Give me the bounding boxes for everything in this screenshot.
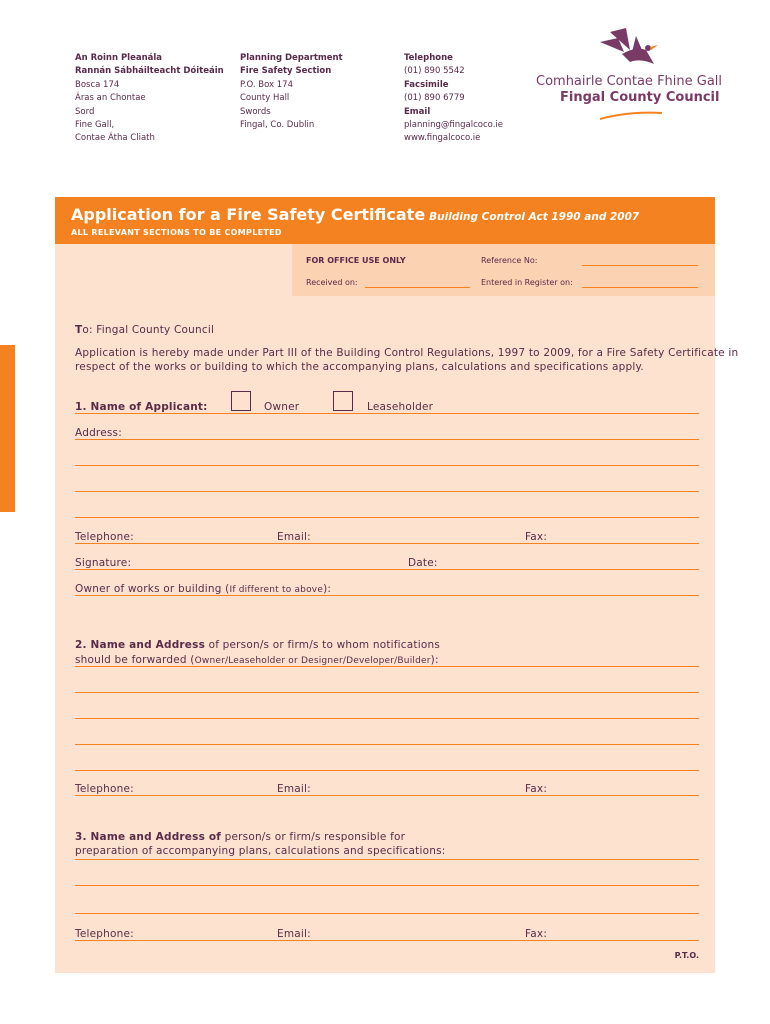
- facsimile-number: (01) 890 6779: [404, 93, 465, 104]
- s3-field-line[interactable]: [75, 913, 699, 914]
- section2-line2-end: ):: [430, 654, 439, 666]
- signature-field[interactable]: [75, 569, 699, 570]
- owner-label: Owner: [264, 401, 300, 413]
- form-subtitle: Building Control Act 1990 and 2007: [429, 211, 640, 223]
- form-banner: [55, 197, 715, 244]
- address-field-line[interactable]: [75, 491, 699, 492]
- section3-line2: preparation of accompanying plans, calculations and specifications:: [75, 845, 446, 857]
- pto-note: P.T.O.: [674, 951, 699, 960]
- address-line: P.O. Box 174: [240, 79, 293, 90]
- form-title-text: Application for a Fire Safety Certificate: [71, 205, 426, 224]
- application-form: [55, 197, 739, 973]
- email-address: planning@fingalcoco.ie: [404, 120, 503, 131]
- s2-field-line[interactable]: [75, 692, 699, 693]
- received-label: Received on:: [306, 278, 358, 287]
- address-line: Fingal, Co. Dublin: [240, 120, 315, 131]
- irish-address-line: Bosca 174: [75, 79, 120, 90]
- section1-heading-text: 1. Name of Applicant:: [75, 401, 208, 413]
- section1-heading: [75, 401, 208, 413]
- email-label: Email: [404, 106, 431, 117]
- section3-heading: [75, 831, 405, 843]
- address-line: County Hall: [240, 93, 290, 104]
- s3-contact-field[interactable]: [75, 940, 699, 941]
- office-use-panel: [292, 244, 715, 296]
- entered-label: Entered in Register on:: [481, 278, 573, 287]
- telephone-label: Telephone: [404, 53, 453, 63]
- s3-telephone-label: Telephone:: [75, 928, 134, 940]
- banner-note: ALL RELEVANT SECTIONS TO BE COMPLETED: [71, 228, 282, 237]
- s1-email-label: Email:: [277, 531, 311, 543]
- s2-telephone-label: Telephone:: [75, 783, 134, 795]
- irish-address-line: Áras an Chontae: [75, 93, 146, 104]
- section3-heading-bold: 3. Name and Address of: [75, 831, 222, 843]
- logo-irish-name: Comhairle Contae Fhine Gall: [536, 74, 723, 89]
- owner-checkbox[interactable]: [231, 391, 251, 411]
- applicant-name-field[interactable]: [75, 413, 699, 414]
- irish-address-block: [75, 52, 224, 146]
- dept-name: Planning Department: [240, 53, 343, 63]
- section2-heading-rest: of person/s or firm/s to whom notifications: [205, 639, 440, 651]
- telephone-number: (01) 890 5542: [404, 66, 465, 77]
- entered-field[interactable]: [582, 287, 698, 288]
- to-line: [75, 324, 214, 336]
- intro-line-1: Application is hereby made under Part III of the Building Control Regulations, 1997 to 2009, for a Fire Safety Certificate in: [75, 347, 739, 359]
- section2-line2: [75, 654, 439, 666]
- logo-swoosh-icon: [600, 110, 662, 120]
- facsimile-label: Facsimile: [404, 79, 449, 90]
- irish-address-line: Sord: [75, 106, 95, 117]
- leaseholder-label: Leaseholder: [367, 401, 434, 413]
- s1-telephone-label: Telephone:: [75, 531, 134, 543]
- address-field-line[interactable]: [75, 465, 699, 466]
- leaseholder-checkbox[interactable]: [333, 391, 353, 411]
- date-label: Date:: [408, 557, 438, 569]
- address-line: Swords: [240, 106, 271, 117]
- owner-works-end: ):: [323, 583, 332, 595]
- to-recipient: o: Fingal County Council: [82, 324, 215, 336]
- section2-heading-bold: 2. Name and Address: [75, 639, 206, 651]
- s3-field-line[interactable]: [75, 859, 699, 860]
- irish-address-line: Contae Átha Cliath: [75, 133, 155, 144]
- irish-dept-name: An Roinn Pleanála: [75, 53, 163, 63]
- signature-label: Signature:: [75, 557, 132, 569]
- contact-block: [404, 52, 503, 146]
- side-tab-marker: [0, 345, 15, 512]
- bird-logo-icon: [596, 24, 660, 72]
- section2-line2-note: Owner/Leaseholder or Designer/Developer/Builder: [194, 656, 431, 666]
- s2-email-label: Email:: [277, 783, 311, 795]
- to-initial: T: [75, 324, 83, 336]
- s1-contact-field[interactable]: [75, 543, 699, 544]
- address-label: Address:: [75, 427, 122, 439]
- s2-fax-label: Fax:: [525, 783, 548, 795]
- logo-english-name: Fingal County Council: [560, 90, 720, 105]
- address-field-line[interactable]: [75, 439, 699, 440]
- s2-field-line[interactable]: [75, 718, 699, 719]
- office-use-heading: FOR OFFICE USE ONLY: [306, 256, 406, 265]
- section3-heading-rest: person/s or firm/s responsible for: [221, 831, 406, 843]
- s2-field-line[interactable]: [75, 666, 699, 667]
- english-address-block: [240, 52, 343, 132]
- section-name: Fire Safety Section: [240, 66, 332, 77]
- owner-works-label: [75, 583, 331, 595]
- s2-field-line[interactable]: [75, 744, 699, 745]
- owner-works-note: If different to above: [229, 585, 324, 595]
- s2-contact-field[interactable]: [75, 795, 699, 796]
- reference-label: Reference No:: [481, 256, 538, 265]
- s3-email-label: Email:: [277, 928, 311, 940]
- section2-line2-text: should be forwarded (: [75, 654, 195, 666]
- irish-section-name: Rannán Sábháilteacht Dóiteáin: [75, 66, 224, 77]
- s2-field-line[interactable]: [75, 770, 699, 771]
- reference-field[interactable]: [582, 265, 698, 266]
- s1-fax-label: Fax:: [525, 531, 548, 543]
- website-address: www.fingalcoco.ie: [404, 133, 481, 144]
- council-logo: [536, 24, 723, 124]
- intro-line-2: respect of the works or building to which the accompanying plans, calculations and specifications apply.: [75, 361, 644, 373]
- received-field[interactable]: [365, 287, 470, 288]
- section2-heading: [75, 639, 440, 651]
- owner-works-field[interactable]: [75, 595, 699, 596]
- owner-works-text: Owner of works or building (: [75, 583, 230, 595]
- s3-fax-label: Fax:: [525, 928, 548, 940]
- address-field-line[interactable]: [75, 517, 699, 518]
- s3-field-line[interactable]: [75, 885, 699, 886]
- irish-address-line: Fine Gall,: [75, 120, 115, 131]
- form-title: [71, 205, 639, 224]
